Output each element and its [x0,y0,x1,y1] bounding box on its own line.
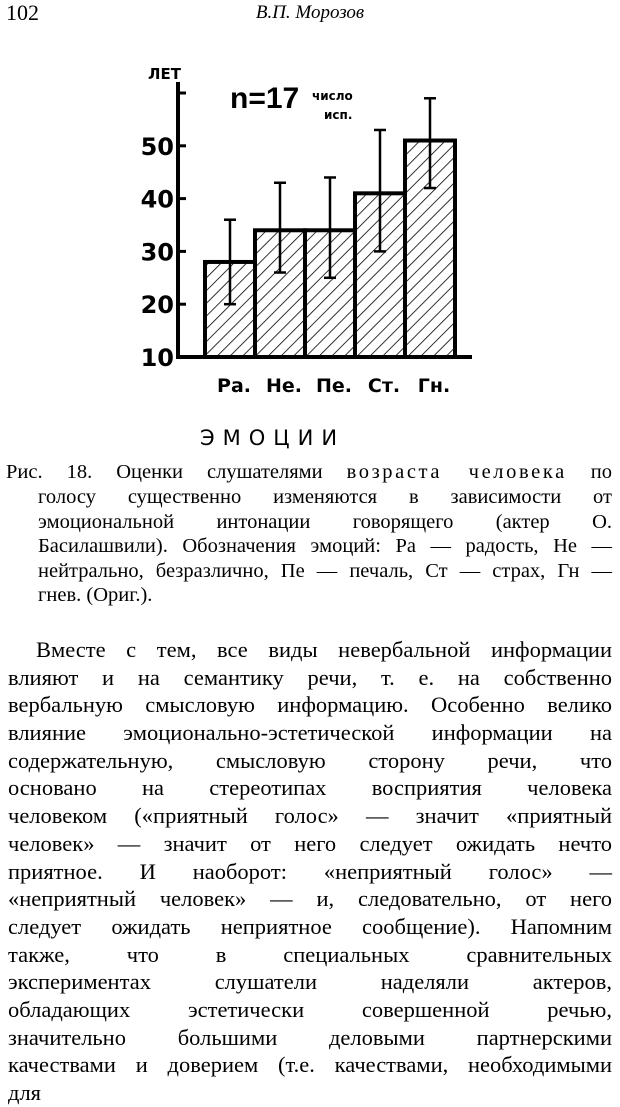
x-axis-title: ЭМОЦИИ [200,426,346,450]
text-line: для [8,1080,42,1105]
annotation-note-2: исп. [324,108,353,122]
annotation-n: n=17 [230,82,300,115]
y-tick-label: 30 [140,238,174,267]
x-tick-label: Пе. [315,375,353,397]
caption-line: эмоциональной интонации говорящего (актер О. [38,510,612,533]
text-line: человек» — значит от него следует ожидать нечто [8,830,612,856]
y-axis-label: ЛЕТ [148,65,181,83]
text-line: влияние эмоционально-эстетической информации на [8,720,612,746]
text-line: Вместе с тем, все виды невербальной информации [36,637,612,662]
body-paragraph [8,636,612,1107]
y-tick-label: 50 [140,132,174,161]
caption-line [6,460,612,484]
text-line: основано на стереотипах восприятия человека [8,775,612,801]
y-tick-label: 20 [140,291,174,320]
annotation-note-1: число [312,89,353,103]
text-line: приятное. И наоборот: «неприятный голос» — [8,858,612,884]
x-tick-label: Не. [265,375,303,397]
bar-chart [0,0,620,420]
x-tick-label: Ра. [217,375,251,397]
text-line: «неприятный человек» — и, следовательно, от него [8,886,612,912]
text-line: содержательную, смысловую сторону речи, что [8,747,612,773]
caption-line: гнев. (Ориг.). [38,584,153,606]
running-head: В.П. Морозов [255,2,365,23]
caption-emphasis: возраста человека [346,461,567,483]
text-line: следует ожидать неприятное сообщение). Напомним [8,913,612,939]
caption-text: Рис. 18. Оценки слушателями [6,461,347,483]
text-line: значительно большими деловыми партнерскими [8,1024,612,1050]
caption-line: нейтрально, безразлично, Пе — печаль, Ст — страх, Гн — [38,559,612,582]
text-line: обладающих эстетически совершенной речью, [8,996,612,1022]
caption-line: Басилашвили). Обозначения эмоций: Ра — радость, Не — [38,535,612,557]
page-number: 102 [6,0,39,25]
text-line: влияют и на семантику речи, т. е. на собственно [8,664,612,690]
text-line: человеком («приятный голос» — значит «приятный [8,803,612,829]
x-tick-label: Ст. [367,375,401,397]
text-line: вербальную смысловую информацию. Особенно велико [8,692,612,718]
caption-text: по [566,461,613,483]
text-line: также, что в специальных сравнительных [8,941,612,967]
caption-line: голосу существенно изменяются в зависимости от [38,486,612,508]
text-line: экспериментах слушатели наделяли актеров, [8,969,612,995]
text-line: качествами и доверием (т.е. качествами, необходимыми [8,1052,612,1078]
y-tick-label: 40 [140,185,174,214]
x-tick-label: Гн. [417,375,451,397]
y-tick-label: 10 [140,344,174,372]
